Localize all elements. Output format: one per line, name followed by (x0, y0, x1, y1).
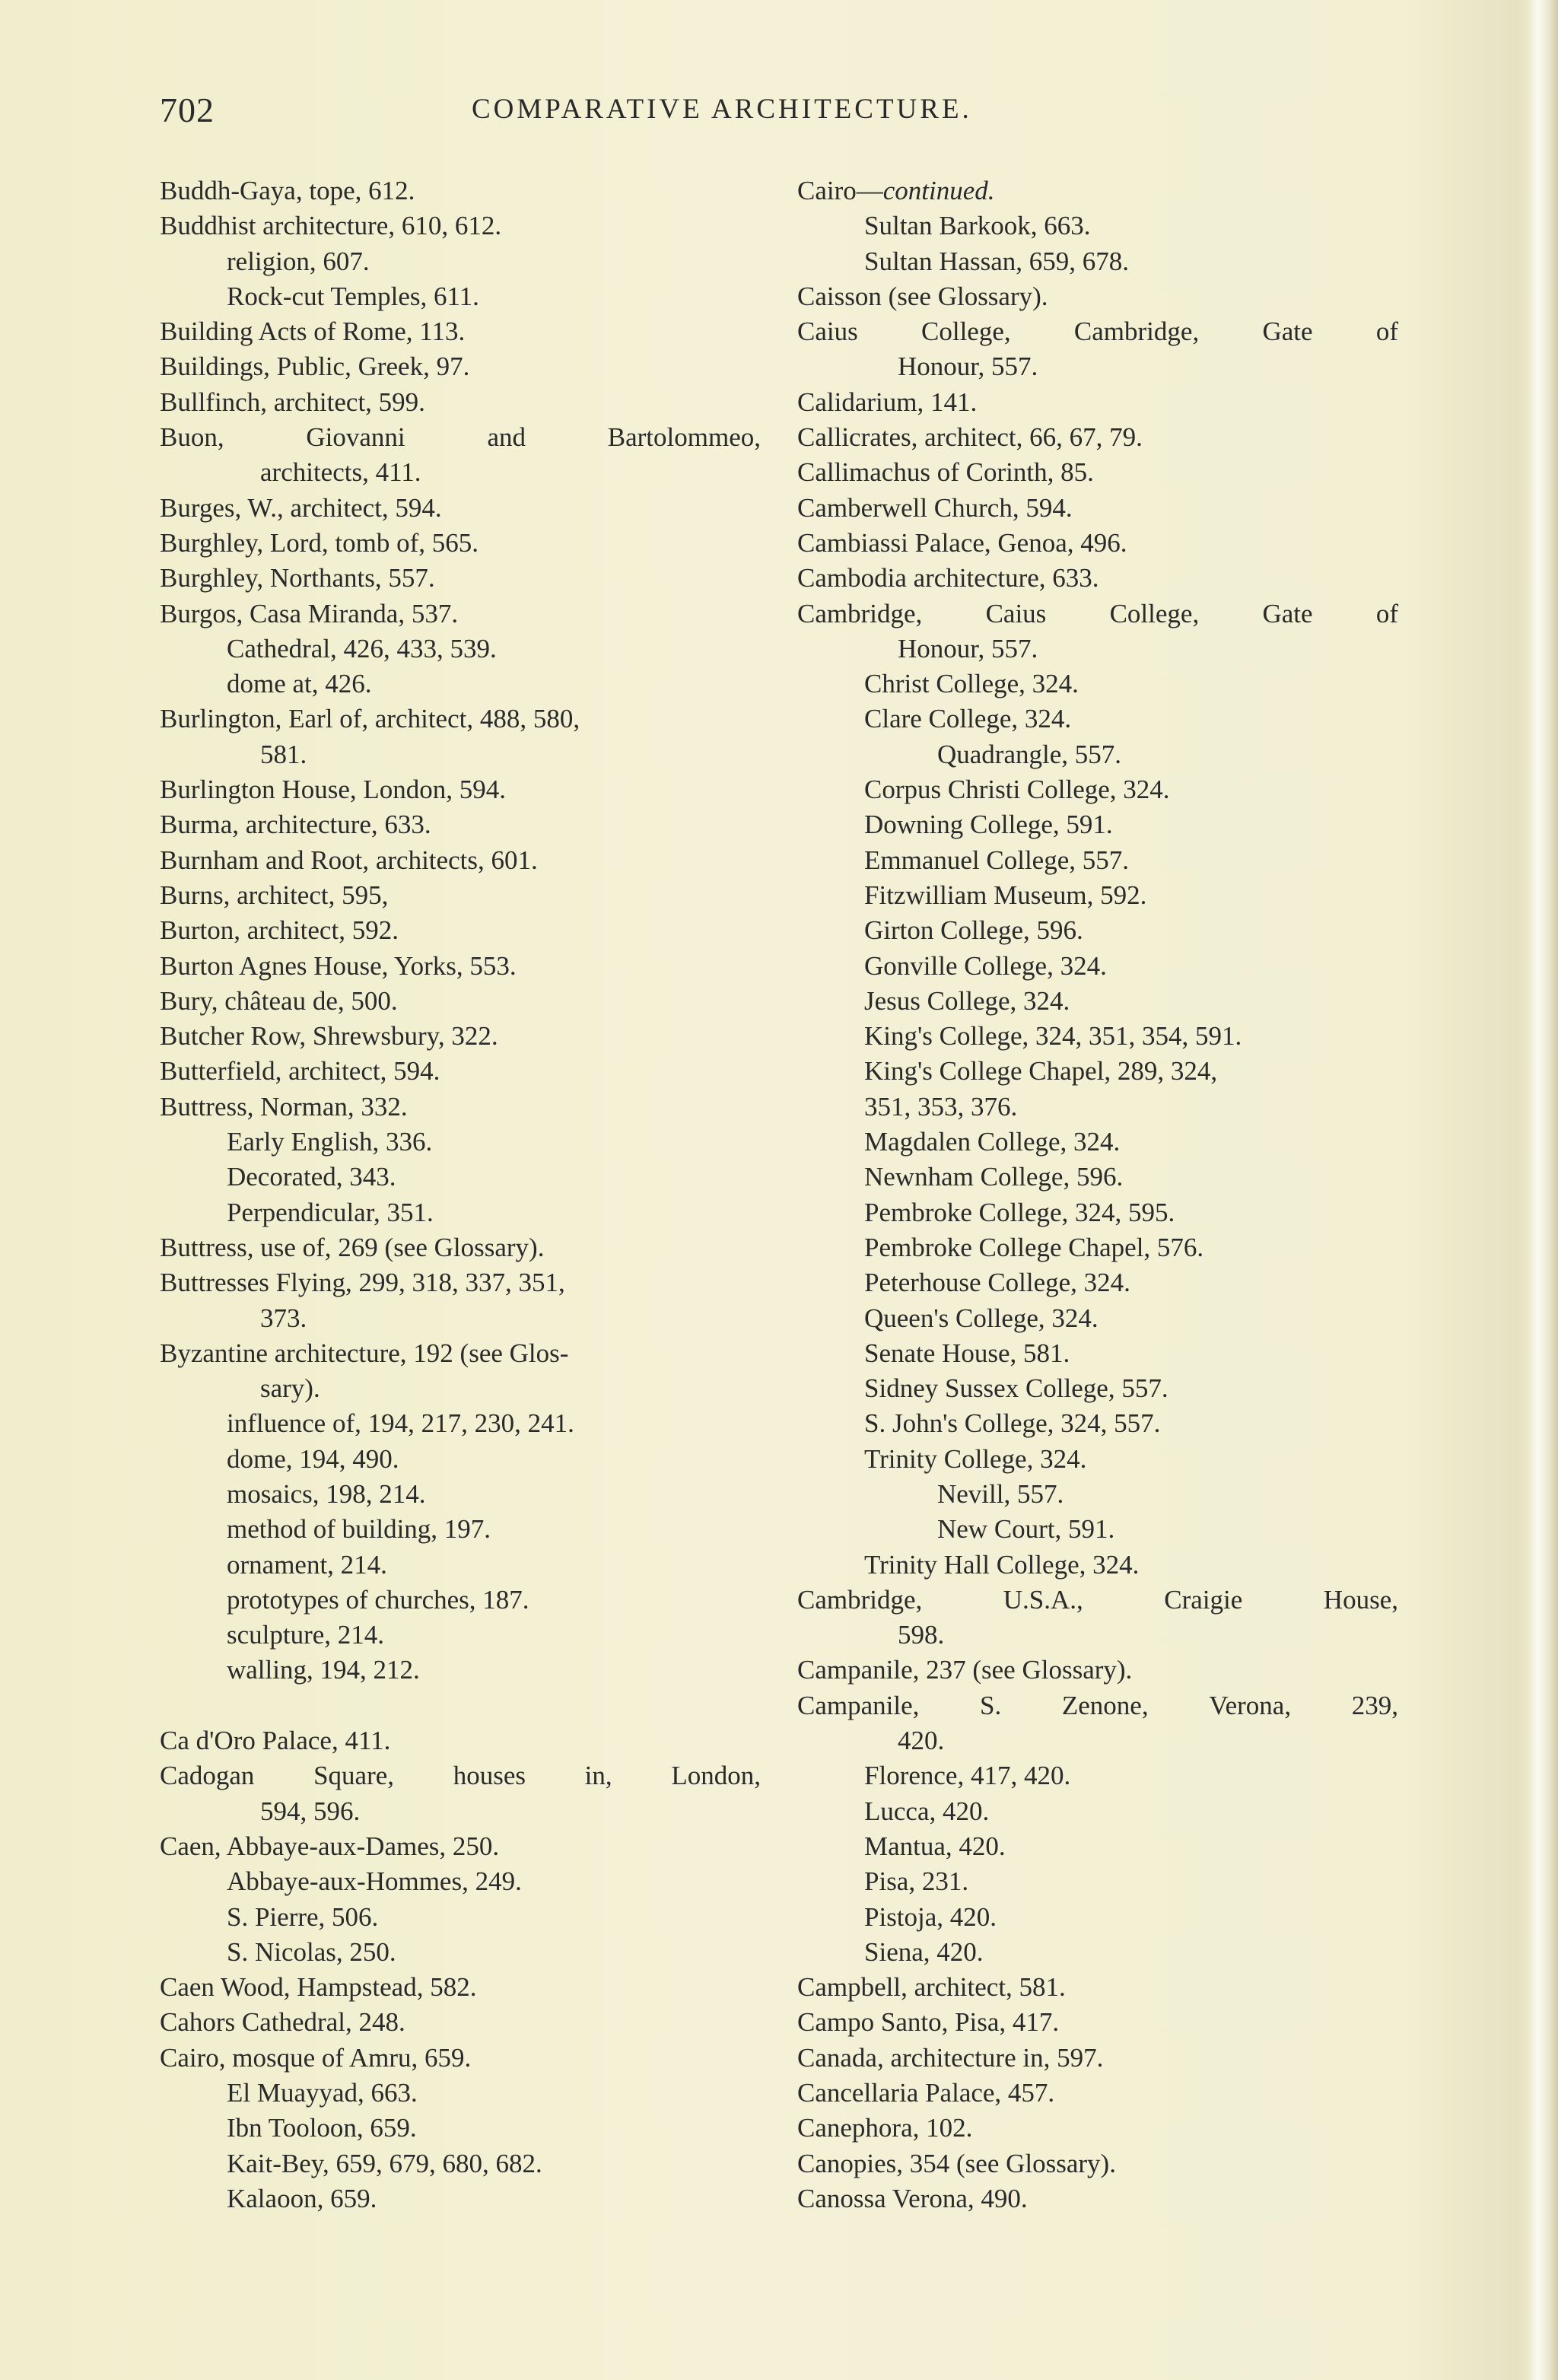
index-entry: Honour, 557. (898, 352, 1038, 382)
index-entry: Campbell, architect, 581. (797, 1972, 1066, 2003)
index-entry: Cairo, mosque of Amru, 659. (160, 2042, 472, 2073)
index-entry: Burges, W., architect, 594. (160, 492, 442, 523)
index-entry: Cadogan Square, houses in, London, (160, 1761, 761, 1791)
index-entry: Sultan Barkook, 663. (864, 211, 1091, 241)
index-entry: Burgos, Casa Miranda, 537. (160, 598, 459, 628)
index-entry: Caisson (see Glossary). (797, 281, 1048, 311)
index-entry: sary). (260, 1373, 320, 1404)
index-entry: Buttresses Flying, 299, 318, 337, 351, (160, 1268, 565, 1298)
index-entry: Calidarium, 141. (797, 387, 978, 417)
index-entry: Cathedral, 426, 433, 539. (227, 633, 497, 663)
index-entry: Lucca, 420. (864, 1796, 990, 1826)
index-entry: Caen Wood, Hampstead, 582. (160, 1972, 477, 2003)
index-entry: Newnham College, 596. (864, 1162, 1124, 1192)
index-entry: Jesus College, 324. (864, 985, 1070, 1016)
index-entry: Bury, château de, 500. (160, 985, 398, 1016)
index-spacer (160, 1688, 761, 1723)
index-entry: Florence, 417, 420. (864, 1761, 1071, 1791)
page-number: 702 (160, 91, 215, 129)
index-entry: Caen, Abbaye-aux-Dames, 250. (160, 1831, 500, 1861)
index-entry: Caius College, Cambridge, Gate of (797, 317, 1398, 347)
index-entry: Rock-cut Temples, 611. (227, 281, 479, 311)
index-column-right (797, 173, 1398, 2216)
index-entry: Siena, 420. (864, 1936, 984, 1967)
index-entry: King's College, 324, 351, 354, 591. (864, 1021, 1242, 1052)
index-column-left (160, 173, 761, 2216)
index-entry: Sultan Hassan, 659, 678. (864, 246, 1130, 276)
index-entry: architects, 411. (260, 457, 421, 488)
index-entry: Cambiassi Palace, Genoa, 496. (797, 527, 1127, 558)
index-entry: Corpus Christi College, 324. (864, 775, 1170, 805)
index-entry: Cambridge, Caius College, Gate of (797, 598, 1398, 628)
index-entry: S. Pierre, 506. (227, 1901, 379, 1932)
index-entry: Cairo—continued. (797, 176, 995, 205)
index-entry: El Muayyad, 663. (227, 2078, 418, 2108)
index-entry: Queen's College, 324. (864, 1303, 1099, 1333)
index-entry: Fitzwilliam Museum, 592. (864, 880, 1147, 910)
index-entry: Senate House, 581. (864, 1338, 1070, 1368)
index-entry: Cahors Cathedral, 248. (160, 2007, 405, 2038)
index-entry: Kait-Bey, 659, 679, 680, 682. (227, 2148, 542, 2178)
index-entry: dome, 194, 490. (227, 1443, 399, 1474)
index-entry: Burlington House, London, 594. (160, 775, 506, 805)
index-entry: 594, 596. (260, 1796, 361, 1826)
index-entry: walling, 194, 212. (227, 1655, 420, 1685)
index-entry: Cambodia architecture, 633. (797, 563, 1099, 593)
index-entry: Buddhist architecture, 610, 612. (160, 211, 502, 241)
index-entry: Burns, architect, 595, (160, 880, 389, 910)
index-entry: Honour, 557. (898, 633, 1038, 663)
index-entry: Kalaoon, 659. (227, 2183, 377, 2213)
index-entry: New Court, 591. (937, 1514, 1115, 1545)
index-entry: Burghley, Northants, 557. (160, 563, 435, 593)
index-entry: method of building, 197. (227, 1514, 491, 1545)
index-entry: Cambridge, U.S.A., Craigie House, (797, 1584, 1398, 1615)
index-entry: 420. (898, 1726, 945, 1756)
index-entry: Pisa, 231. (864, 1866, 969, 1897)
index-entry: Magdalen College, 324. (864, 1127, 1121, 1157)
index-entry: Campo Santo, Pisa, 417. (797, 2007, 1060, 2038)
index-entry: Butterfield, architect, 594. (160, 1056, 440, 1087)
index-entry: Ibn Tooloon, 659. (227, 2113, 417, 2143)
index-entry: Girton College, 596. (864, 915, 1083, 946)
index-entry: Abbaye-aux-Hommes, 249. (227, 1866, 522, 1897)
index-entry: Peterhouse College, 324. (864, 1268, 1130, 1298)
index-entry: Gonville College, 324. (864, 950, 1107, 981)
index-entry: Bullfinch, architect, 599. (160, 387, 425, 417)
index-entry: Canopies, 354 (see Glossary). (797, 2148, 1116, 2178)
index-entry: Butcher Row, Shrewsbury, 322. (160, 1021, 498, 1052)
index-entry: Canephora, 102. (797, 2113, 973, 2143)
index-entry: 351, 353, 376. (864, 1091, 1018, 1122)
index-entry: Canossa Verona, 490. (797, 2183, 1028, 2213)
index-entry: Clare College, 324. (864, 704, 1072, 734)
index-entry: Burton, architect, 592. (160, 915, 399, 946)
index-entry: 581. (260, 739, 307, 769)
index-entry: 373. (260, 1303, 307, 1333)
index-entry: Buildings, Public, Greek, 97. (160, 352, 470, 382)
index-entry: Canada, architecture in, 597. (797, 2042, 1104, 2073)
index-entry: Burghley, Lord, tomb of, 565. (160, 527, 479, 558)
index-entry: Byzantine architecture, 192 (see Glos- (160, 1338, 569, 1368)
page-binding-edge (1512, 0, 1558, 2380)
index-entry: dome at, 426. (227, 669, 372, 699)
index-entry: prototypes of churches, 187. (227, 1584, 529, 1615)
index-entry: Downing College, 591. (864, 810, 1113, 840)
index-entry: Early English, 336. (227, 1127, 433, 1157)
index-entry: Buttress, use of, 269 (see Glossary). (160, 1232, 545, 1262)
index-entry: ornament, 214. (227, 1549, 387, 1580)
index-entry: religion, 607. (227, 246, 370, 276)
index-entry: Building Acts of Rome, 113. (160, 317, 466, 347)
index-entry: Christ College, 324. (864, 669, 1079, 699)
index-entry: Pembroke College Chapel, 576. (864, 1232, 1204, 1262)
index-entry: S. Nicolas, 250. (227, 1936, 396, 1967)
index-entry: Perpendicular, 351. (227, 1197, 434, 1227)
running-title: COMPARATIVE ARCHITECTURE. (472, 94, 972, 125)
index-entry: Nevill, 557. (937, 1478, 1064, 1509)
index-entry: Campanile, 237 (see Glossary). (797, 1655, 1133, 1685)
index-entry: Callimachus of Corinth, 85. (797, 457, 1094, 488)
index-entry: Camberwell Church, 594. (797, 492, 1073, 523)
index-entry: King's College Chapel, 289, 324, (864, 1056, 1218, 1087)
index-entry: Burma, architecture, 633. (160, 810, 431, 840)
index-entry: S. John's College, 324, 557. (864, 1408, 1161, 1439)
index-entry: Burnham and Root, architects, 601. (160, 845, 538, 875)
index-entry: Pistoja, 420. (864, 1901, 997, 1932)
index-entry: Burlington, Earl of, architect, 488, 580, (160, 704, 580, 734)
index-entry: Decorated, 343. (227, 1162, 396, 1192)
index-entry: Pembroke College, 324, 595. (864, 1197, 1175, 1227)
index-entry: mosaics, 198, 214. (227, 1478, 426, 1509)
index-entry: Mantua, 420. (864, 1831, 1006, 1861)
index-entry: Ca d'Oro Palace, 411. (160, 1726, 391, 1756)
index-entry: influence of, 194, 217, 230, 241. (227, 1408, 574, 1439)
index-entry: Burton Agnes House, Yorks, 553. (160, 950, 517, 981)
index-entry: sculpture, 214. (227, 1620, 385, 1650)
index-entry: Buddh-Gaya, tope, 612. (160, 176, 415, 205)
index-entry: Campanile, S. Zenone, Verona, 239, (797, 1690, 1398, 1720)
index-entry: Callicrates, architect, 66, 67, 79. (797, 422, 1143, 453)
page-header (160, 90, 1103, 135)
index-entry: Cancellaria Palace, 457. (797, 2078, 1055, 2108)
index-entry: Sidney Sussex College, 557. (864, 1373, 1168, 1404)
index-entry: Quadrangle, 557. (937, 739, 1122, 769)
index-entry: Trinity Hall College, 324. (864, 1549, 1140, 1580)
index-entry: Buttress, Norman, 332. (160, 1091, 408, 1122)
index-entry: Emmanuel College, 557. (864, 845, 1129, 875)
index-entry: 598. (898, 1620, 945, 1650)
index-entry: Trinity College, 324. (864, 1443, 1087, 1474)
index-entry: Buon, Giovanni and Bartolommeo, (160, 422, 761, 453)
